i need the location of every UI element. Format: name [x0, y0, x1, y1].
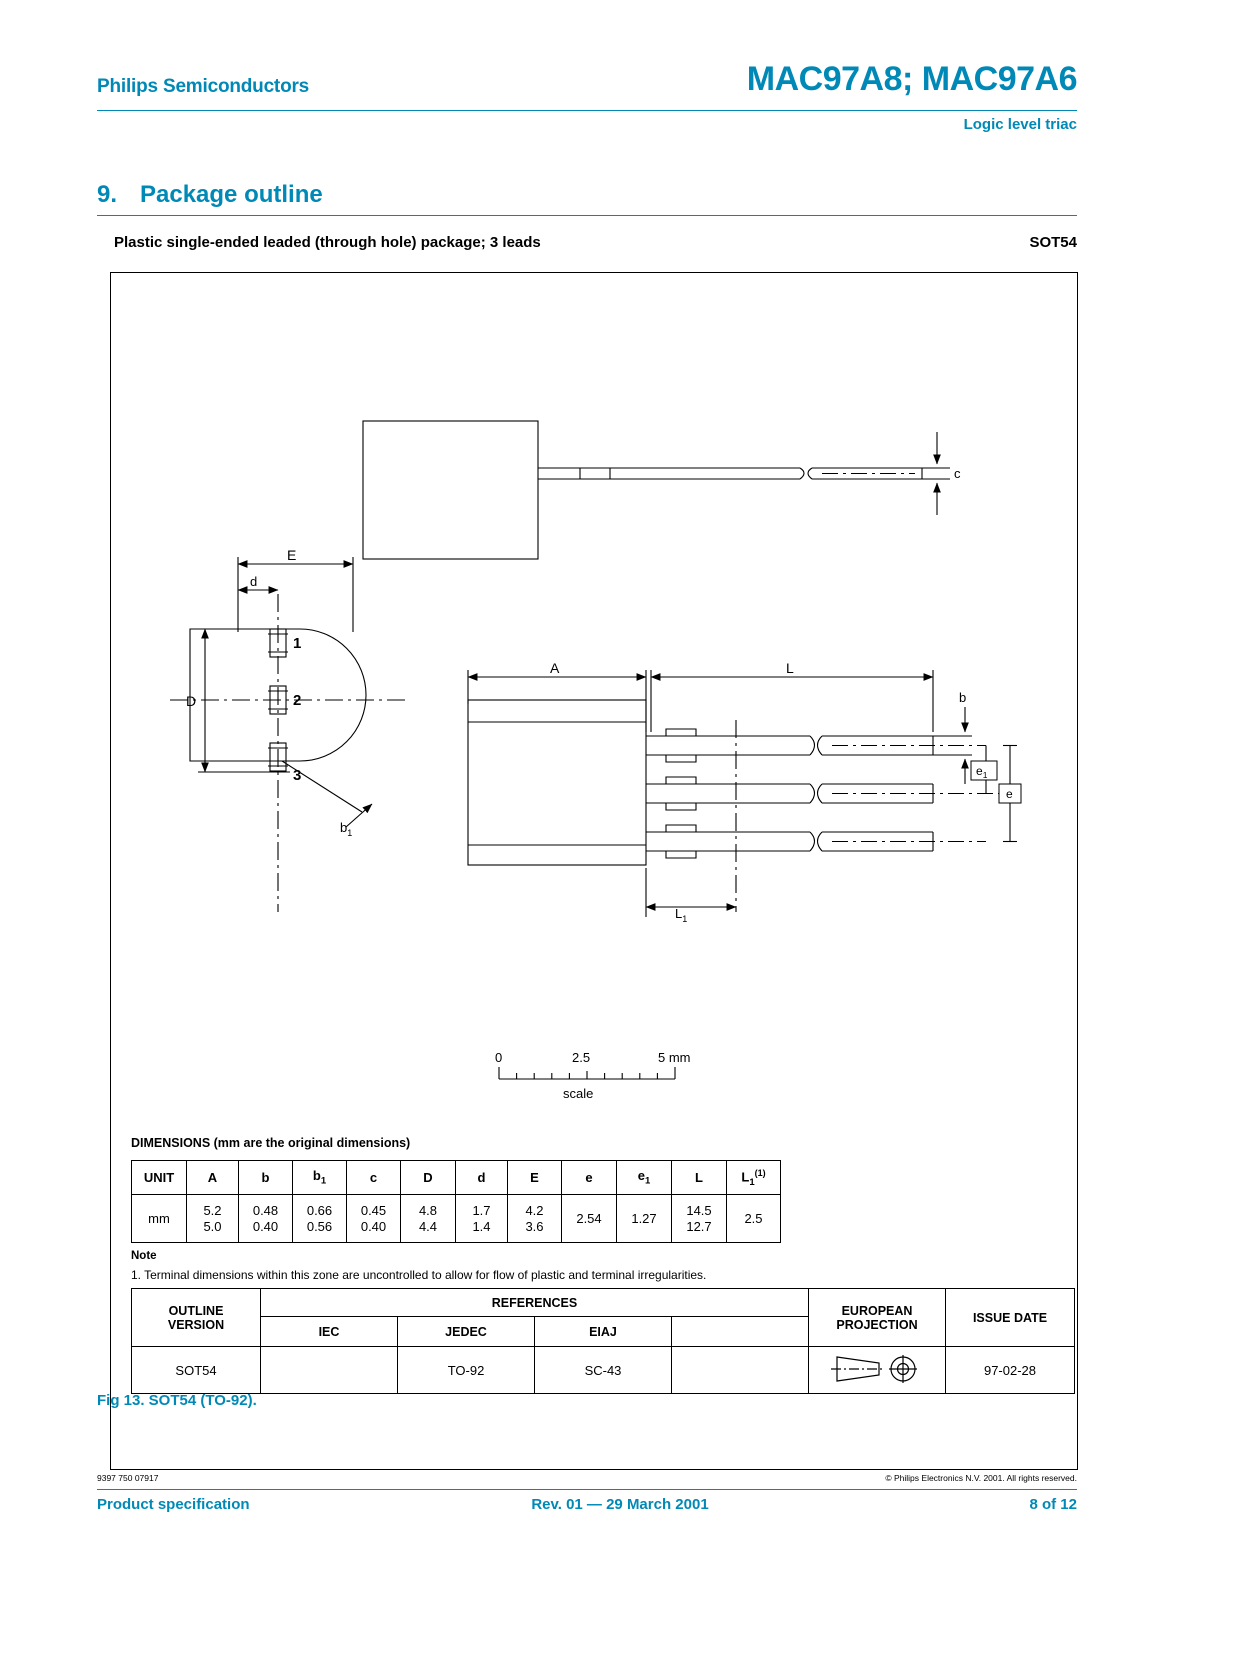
outline-version-header: OUTLINE VERSION	[132, 1289, 261, 1347]
cell-projection-symbol	[809, 1347, 946, 1394]
col-b: b	[239, 1161, 293, 1195]
pin-label-2: 2	[293, 692, 302, 709]
scale-tick-0: 0	[495, 1050, 503, 1065]
scale-tick-mid: 2.5	[572, 1050, 591, 1065]
footer-page-number: 8 of 12	[1029, 1496, 1077, 1513]
label-c: c	[954, 466, 961, 481]
section-divider	[97, 215, 1077, 216]
col-d: d	[456, 1161, 508, 1195]
package-code: SOT54	[1029, 234, 1077, 251]
footer-doc-type: Product specification	[97, 1496, 250, 1513]
cell-e: 2.54	[562, 1195, 617, 1243]
cell-L: 14.5 12.7	[672, 1195, 727, 1243]
footer-divider	[97, 1489, 1077, 1490]
note-heading: Note	[131, 1250, 157, 1262]
cell-E: 4.2 3.6	[508, 1195, 562, 1243]
package-description: Plastic single-ended leaded (through hole) package; 3 leads	[114, 234, 541, 251]
references-header-row-1	[132, 1289, 1075, 1317]
cell-e1: 1.27	[617, 1195, 672, 1243]
label-L: L	[786, 660, 794, 676]
cell-c: 0.45 0.40	[347, 1195, 401, 1243]
product-subtitle: Logic level triac	[963, 116, 1077, 133]
section-number: 9.	[97, 181, 118, 208]
issue-date-header: ISSUE DATE	[946, 1289, 1075, 1347]
cell-A: 5.2 5.0	[187, 1195, 239, 1243]
cell-b1: 0.66 0.56	[293, 1195, 347, 1243]
cell-extra	[672, 1347, 809, 1394]
cell-unit: mm	[132, 1195, 187, 1243]
eiaj-header: EIAJ	[535, 1317, 672, 1347]
col-L: L	[672, 1161, 727, 1195]
dimensions-header-row	[132, 1161, 781, 1195]
col-e: e	[562, 1161, 617, 1195]
cell-jedec: TO-92	[398, 1347, 535, 1394]
col-c: c	[347, 1161, 401, 1195]
cell-b: 0.48 0.40	[239, 1195, 293, 1243]
first-angle-projection-icon	[827, 1352, 927, 1386]
references-table	[131, 1288, 1075, 1394]
cell-iec	[261, 1347, 398, 1394]
cell-eiaj: SC-43	[535, 1347, 672, 1394]
col-e1: $e_1$	[617, 1161, 672, 1195]
label-e: e	[1006, 787, 1013, 801]
figure-caption: Fig 13. SOT54 (TO-92).	[97, 1392, 257, 1409]
jedec-header: JEDEC	[398, 1317, 535, 1347]
label-D: D	[186, 693, 197, 709]
cell-D: 4.8 4.4	[401, 1195, 456, 1243]
col-unit: UNIT	[132, 1161, 187, 1195]
label-E: E	[287, 547, 297, 563]
label-b1: $b_1$	[340, 820, 353, 838]
label-A: A	[550, 660, 560, 676]
note-text: 1. Terminal dimensions within this zone are uncontrolled to allow for flow of plastic and terminal irregularities.	[131, 1268, 707, 1282]
cell-d: 1.7 1.4	[456, 1195, 508, 1243]
col-D: D	[401, 1161, 456, 1195]
header-divider	[97, 110, 1077, 111]
section-title: Package outline	[140, 181, 323, 208]
dimensions-table	[131, 1160, 781, 1243]
document-id: 9397 750 07917	[97, 1473, 159, 1483]
references-data-row	[132, 1347, 1075, 1394]
scale-caption: scale	[563, 1086, 594, 1101]
footer-revision: Rev. 01 — 29 March 2001	[531, 1496, 709, 1513]
label-L1: $L_1$	[675, 906, 688, 924]
iec-header: IEC	[261, 1317, 398, 1347]
dimensions-data-row	[132, 1195, 781, 1243]
pin-label-3: 3	[293, 767, 302, 784]
product-title: MAC97A8; MAC97A6	[746, 60, 1077, 98]
scale-tick-max: 5 mm	[658, 1050, 691, 1065]
cell-issue-date: 97-02-28	[946, 1347, 1075, 1394]
package-outline-drawing	[110, 272, 1078, 1132]
col-b1: $b_1$	[293, 1161, 347, 1195]
cell-L1: 2.5	[727, 1195, 781, 1243]
label-d: d	[250, 574, 258, 589]
label-e1: $e_1$	[976, 764, 988, 780]
company-name: Philips Semiconductors	[97, 76, 310, 97]
col-A: A	[187, 1161, 239, 1195]
col-L1: $L_1^{(1)}$	[727, 1161, 781, 1195]
cell-outline-version: SOT54	[132, 1347, 261, 1394]
copyright-notice: © Philips Electronics N.V. 2001. All rights reserved.	[885, 1473, 1077, 1483]
dimensions-title: DIMENSIONS (mm are the original dimensions)	[131, 1136, 411, 1150]
references-header: REFERENCES	[261, 1289, 809, 1317]
european-projection-header: EUROPEAN PROJECTION	[809, 1289, 946, 1347]
pin-label-1: 1	[293, 635, 302, 652]
extra-header	[672, 1317, 809, 1347]
col-E: E	[508, 1161, 562, 1195]
label-b: b	[959, 690, 967, 705]
